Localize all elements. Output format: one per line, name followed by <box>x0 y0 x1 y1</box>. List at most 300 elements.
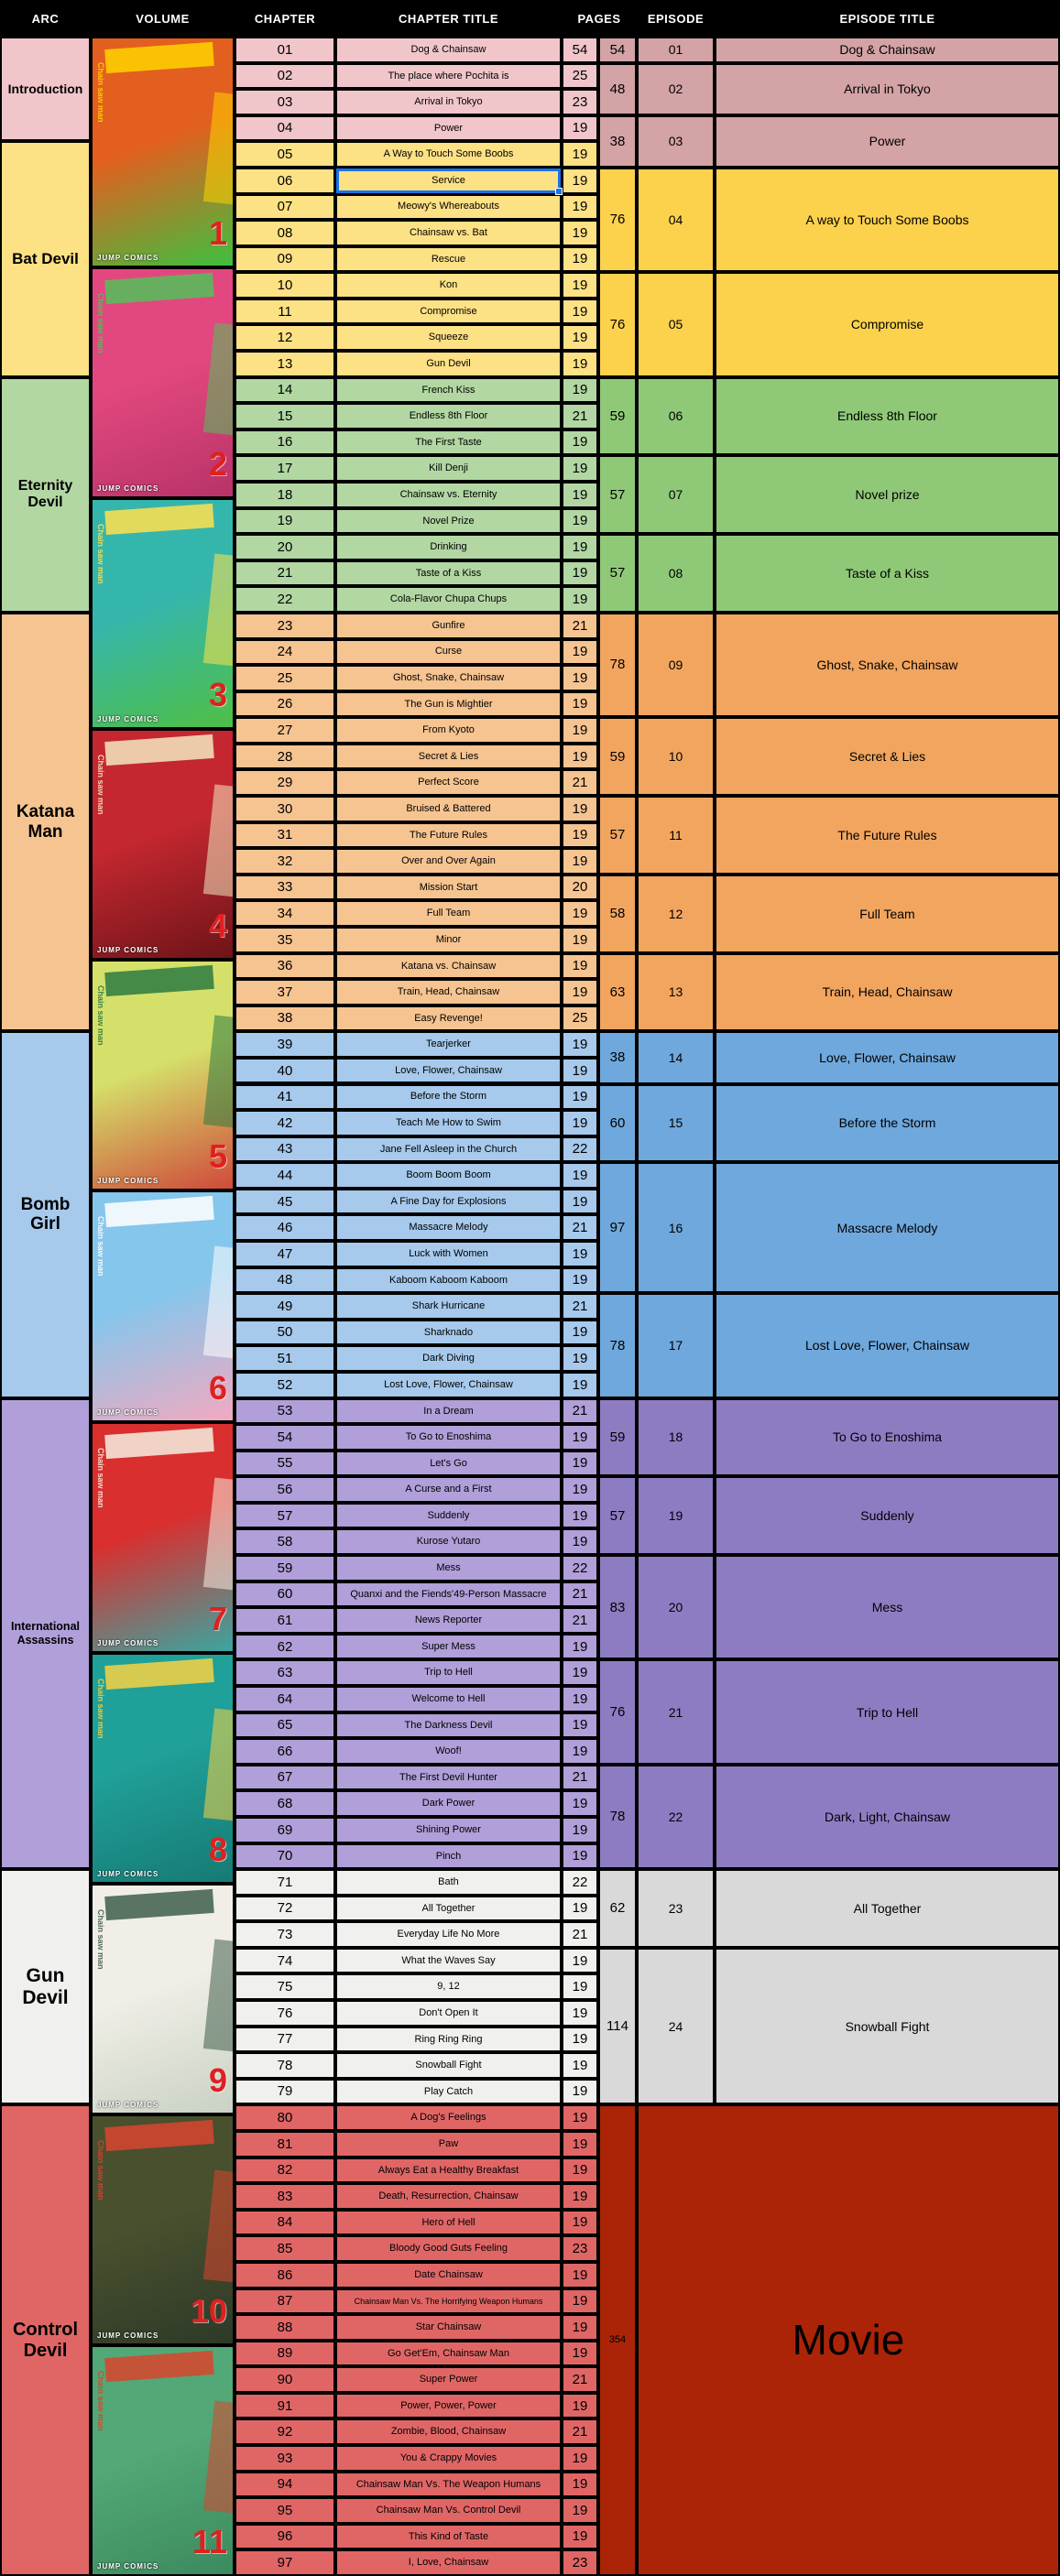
chapter-pages-cell[interactable]: 19 <box>563 1347 596 1370</box>
chapter-pages-cell[interactable]: 21 <box>563 2368 596 2391</box>
episode-title-cell[interactable]: Love, Flower, Chainsaw <box>716 1033 1058 1081</box>
chapter-pages-cell[interactable]: 19 <box>563 2159 596 2182</box>
chapter-number-cell[interactable]: 76 <box>236 2002 333 2025</box>
chapter-title-cell[interactable]: Trip to Hell <box>337 1661 560 1684</box>
chapter-title-cell[interactable]: Dark Diving <box>337 1347 560 1370</box>
chapter-number-cell[interactable]: 72 <box>236 1897 333 1920</box>
chapter-number-cell[interactable]: 01 <box>236 38 333 61</box>
episode-title-cell[interactable]: Before the Storm <box>716 1086 1058 1161</box>
chapter-pages-cell[interactable]: 22 <box>563 1138 596 1161</box>
chapter-title-cell[interactable]: The Darkness Devil <box>337 1714 560 1737</box>
chapter-number-cell[interactable]: 22 <box>236 588 333 611</box>
chapter-title-cell[interactable]: Drinking <box>337 536 560 559</box>
chapter-title-cell[interactable]: Love, Flower, Chainsaw <box>337 1060 560 1082</box>
chapter-title-cell[interactable]: Lost Love, Flower, Chainsaw <box>337 1374 560 1397</box>
chapter-pages-cell[interactable]: 19 <box>563 1478 596 1501</box>
chapter-pages-cell[interactable]: 19 <box>563 2526 596 2549</box>
chapter-pages-cell[interactable]: 19 <box>563 2133 596 2156</box>
chapter-number-cell[interactable]: 34 <box>236 902 333 925</box>
chapter-number-cell[interactable]: 10 <box>236 274 333 297</box>
chapter-pages-cell[interactable]: 19 <box>563 2054 596 2077</box>
chapter-title-cell[interactable]: Luck with Women <box>337 1243 560 1266</box>
chapter-number-cell[interactable]: 55 <box>236 1452 333 1475</box>
chapter-title-cell[interactable]: Let's Go <box>337 1452 560 1475</box>
chapter-number-cell[interactable]: 08 <box>236 222 333 245</box>
chapter-title-cell[interactable]: Mess <box>337 1557 560 1580</box>
episode-total-pages-cell[interactable]: 78 <box>600 1766 635 1867</box>
chapter-pages-cell[interactable]: 19 <box>563 2002 596 2025</box>
chapter-pages-cell[interactable]: 19 <box>563 1897 596 1920</box>
chapter-title-cell[interactable]: Gun Devil <box>337 353 560 375</box>
chapter-pages-cell[interactable]: 19 <box>563 2028 596 2051</box>
chapter-title-cell[interactable]: Train, Head, Chainsaw <box>337 981 560 1004</box>
episode-number-cell[interactable]: 08 <box>639 536 713 611</box>
chapter-title-cell[interactable]: Pinch <box>337 1845 560 1868</box>
chapter-title-cell[interactable]: Service <box>337 169 560 192</box>
chapter-title-cell[interactable]: Kurose Yutaro <box>337 1530 560 1553</box>
chapter-pages-cell[interactable]: 19 <box>563 798 596 821</box>
chapter-number-cell[interactable]: 23 <box>236 614 333 637</box>
chapter-pages-cell[interactable]: 19 <box>563 431 596 454</box>
episode-total-pages-cell[interactable]: 78 <box>600 1295 635 1396</box>
chapter-title-cell[interactable]: Super Power <box>337 2368 560 2391</box>
chapter-pages-cell[interactable]: 19 <box>563 2499 596 2522</box>
chapter-number-cell[interactable]: 52 <box>236 1374 333 1397</box>
chapter-number-cell[interactable]: 64 <box>236 1688 333 1711</box>
episode-title-cell[interactable]: To Go to Enoshima <box>716 1400 1058 1475</box>
episode-title-cell[interactable]: Snowball Fight <box>716 1950 1058 2103</box>
chapter-pages-cell[interactable]: 21 <box>563 1216 596 1239</box>
chapter-title-cell[interactable]: French Kiss <box>337 379 560 402</box>
chapter-title-cell[interactable]: Paw <box>337 2133 560 2156</box>
chapter-pages-cell[interactable]: 21 <box>563 1609 596 1632</box>
chapter-title-cell[interactable]: Perfect Score <box>337 771 560 794</box>
chapter-pages-cell[interactable]: 19 <box>563 326 596 349</box>
episode-title-cell[interactable]: Trip to Hell <box>716 1661 1058 1762</box>
chapter-title-cell[interactable]: A Way to Touch Some Boobs <box>337 143 560 166</box>
chapter-number-cell[interactable]: 63 <box>236 1661 333 1684</box>
chapter-title-cell[interactable]: Kill Denji <box>337 457 560 480</box>
chapter-number-cell[interactable]: 18 <box>236 484 333 506</box>
chapter-pages-cell[interactable]: 19 <box>563 1243 596 1266</box>
episode-total-pages-cell[interactable]: 38 <box>600 1033 635 1081</box>
chapter-pages-cell[interactable]: 19 <box>563 484 596 506</box>
chapter-number-cell[interactable]: 53 <box>236 1400 333 1423</box>
episode-total-pages-cell[interactable]: 59 <box>600 1400 635 1475</box>
chapter-pages-cell[interactable]: 21 <box>563 1400 596 1423</box>
chapter-number-cell[interactable]: 07 <box>236 196 333 219</box>
episode-number-cell[interactable]: 22 <box>639 1766 713 1867</box>
chapter-pages-cell[interactable]: 19 <box>563 1740 596 1763</box>
chapter-title-cell[interactable]: Bloody Good Guts Feeling <box>337 2237 560 2260</box>
chapter-title-cell[interactable]: The Future Rules <box>337 824 560 847</box>
episode-total-pages-cell[interactable]: 57 <box>600 798 635 873</box>
chapter-number-cell[interactable]: 61 <box>236 1609 333 1632</box>
chapter-title-cell[interactable]: Everyday Life No More <box>337 1923 560 1946</box>
arc-cell-bat-devil[interactable]: Bat Devil <box>2 143 89 375</box>
chapter-title-cell[interactable]: Suddenly <box>337 1505 560 1527</box>
chapter-pages-cell[interactable]: 21 <box>563 2420 596 2443</box>
chapter-title-cell[interactable]: Hero of Hell <box>337 2212 560 2234</box>
chapter-pages-cell[interactable]: 19 <box>563 2395 596 2418</box>
chapter-title-cell[interactable]: Full Team <box>337 902 560 925</box>
chapter-title-cell[interactable]: Woof! <box>337 1740 560 1763</box>
episode-total-pages-cell[interactable]: 57 <box>600 536 635 611</box>
chapter-title-cell[interactable]: Massacre Melody <box>337 1216 560 1239</box>
episode-title-cell[interactable]: Massacre Melody <box>716 1164 1058 1291</box>
episode-number-cell[interactable]: 11 <box>639 798 713 873</box>
chapter-number-cell[interactable]: 79 <box>236 2081 333 2103</box>
chapter-pages-cell[interactable]: 19 <box>563 2185 596 2208</box>
chapter-pages-cell[interactable]: 19 <box>563 981 596 1004</box>
chapter-number-cell[interactable]: 62 <box>236 1636 333 1658</box>
chapter-number-cell[interactable]: 66 <box>236 1740 333 1763</box>
chapter-title-cell[interactable]: Chainsaw Man Vs. The Weapon Humans <box>337 2473 560 2496</box>
chapter-pages-cell[interactable]: 20 <box>563 876 596 899</box>
chapter-title-cell[interactable]: Shining Power <box>337 1819 560 1842</box>
chapter-pages-cell[interactable]: 19 <box>563 1060 596 1082</box>
episode-number-cell[interactable]: 21 <box>639 1661 713 1762</box>
chapter-title-cell[interactable]: Mission Start <box>337 876 560 899</box>
movie-cell[interactable]: Movie <box>639 2106 1058 2574</box>
chapter-number-cell[interactable]: 70 <box>236 1845 333 1868</box>
chapter-title-cell[interactable]: Squeeze <box>337 326 560 349</box>
episode-total-pages-cell[interactable]: 78 <box>600 614 635 715</box>
chapter-title-cell[interactable]: Easy Revenge! <box>337 1007 560 1030</box>
chapter-pages-cell[interactable]: 19 <box>563 850 596 873</box>
episode-total-pages-cell[interactable]: 76 <box>600 274 635 375</box>
chapter-number-cell[interactable]: 30 <box>236 798 333 821</box>
chapter-number-cell[interactable]: 42 <box>236 1112 333 1135</box>
chapter-pages-cell[interactable]: 19 <box>563 2081 596 2103</box>
chapter-number-cell[interactable]: 56 <box>236 1478 333 1501</box>
chapter-pages-cell[interactable]: 19 <box>563 1086 596 1109</box>
chapter-number-cell[interactable]: 96 <box>236 2526 333 2549</box>
episode-total-pages-cell[interactable]: 54 <box>600 38 635 61</box>
chapter-pages-cell[interactable]: 19 <box>563 588 596 611</box>
episode-title-cell[interactable]: Taste of a Kiss <box>716 536 1058 611</box>
chapter-pages-cell[interactable]: 19 <box>563 667 596 690</box>
chapter-pages-cell[interactable]: 19 <box>563 719 596 742</box>
chapter-title-cell[interactable]: Zombie, Blood, Chainsaw <box>337 2420 560 2443</box>
chapter-pages-cell[interactable]: 19 <box>563 2212 596 2234</box>
chapter-number-cell[interactable]: 45 <box>236 1190 333 1213</box>
chapter-pages-cell[interactable]: 19 <box>563 1426 596 1449</box>
chapter-title-cell[interactable]: Compromise <box>337 300 560 323</box>
chapter-title-cell[interactable]: Don't Open It <box>337 2002 560 2025</box>
chapter-number-cell[interactable]: 78 <box>236 2054 333 2077</box>
chapter-number-cell[interactable]: 80 <box>236 2106 333 2129</box>
chapter-pages-cell[interactable]: 23 <box>563 91 596 114</box>
chapter-title-cell[interactable]: Play Catch <box>337 2081 560 2103</box>
chapter-number-cell[interactable]: 25 <box>236 667 333 690</box>
chapter-title-cell[interactable]: Secret & Lies <box>337 745 560 768</box>
chapter-title-cell[interactable]: I, Love, Chainsaw <box>337 2551 560 2574</box>
chapter-title-cell[interactable]: Rescue <box>337 248 560 271</box>
chapter-pages-cell[interactable]: 19 <box>563 196 596 219</box>
episode-total-pages-cell[interactable]: 38 <box>600 117 635 166</box>
episode-total-pages-cell[interactable]: 76 <box>600 169 635 270</box>
arc-cell-international-assassins[interactable]: International Assassins <box>2 1400 89 1868</box>
episode-title-cell[interactable]: The Future Rules <box>716 798 1058 873</box>
episode-number-cell[interactable]: 02 <box>639 65 713 114</box>
chapter-number-cell[interactable]: 82 <box>236 2159 333 2182</box>
arc-cell-bomb-girl[interactable]: Bomb Girl <box>2 1033 89 1396</box>
episode-number-cell[interactable]: 18 <box>639 1400 713 1475</box>
chapter-number-cell[interactable]: 27 <box>236 719 333 742</box>
episode-number-cell[interactable]: 16 <box>639 1164 713 1291</box>
chapter-pages-cell[interactable]: 19 <box>563 1164 596 1187</box>
chapter-title-cell[interactable]: Chainsaw Man Vs. The Horrifying Weapon Humans <box>337 2290 560 2313</box>
chapter-pages-cell[interactable]: 19 <box>563 300 596 323</box>
episode-number-cell[interactable]: 17 <box>639 1295 713 1396</box>
chapter-pages-cell[interactable]: 19 <box>563 2473 596 2496</box>
episode-number-cell[interactable]: 07 <box>639 457 713 532</box>
chapter-pages-cell[interactable]: 19 <box>563 1661 596 1684</box>
chapter-title-cell[interactable]: Novel Prize <box>337 510 560 533</box>
chapter-pages-cell[interactable]: 19 <box>563 1374 596 1397</box>
chapter-pages-cell[interactable]: 19 <box>563 902 596 925</box>
chapter-title-cell[interactable]: In a Dream <box>337 1400 560 1423</box>
chapter-pages-cell[interactable]: 22 <box>563 1557 596 1580</box>
chapter-pages-cell[interactable]: 19 <box>563 1819 596 1842</box>
chapter-pages-cell[interactable]: 19 <box>563 1714 596 1737</box>
chapter-pages-cell[interactable]: 19 <box>563 1950 596 1973</box>
episode-number-cell[interactable]: 13 <box>639 955 713 1030</box>
episode-number-cell[interactable]: 23 <box>639 1871 713 1946</box>
chapter-pages-cell[interactable]: 21 <box>563 1295 596 1318</box>
chapter-pages-cell[interactable]: 19 <box>563 1321 596 1344</box>
chapter-title-cell[interactable]: Always Eat a Healthy Breakfast <box>337 2159 560 2182</box>
chapter-title-cell[interactable]: Cola-Flavor Chupa Chups <box>337 588 560 611</box>
chapter-number-cell[interactable]: 04 <box>236 117 333 140</box>
episode-number-cell[interactable]: 14 <box>639 1033 713 1081</box>
chapter-pages-cell[interactable]: 19 <box>563 2106 596 2129</box>
chapter-title-cell[interactable]: Endless 8th Floor <box>337 405 560 428</box>
chapter-title-cell[interactable]: Chainsaw vs. Bat <box>337 222 560 245</box>
episode-title-cell[interactable]: Arrival in Tokyo <box>716 65 1058 114</box>
chapter-pages-cell[interactable]: 25 <box>563 65 596 88</box>
chapter-pages-cell[interactable]: 19 <box>563 510 596 533</box>
chapter-number-cell[interactable]: 17 <box>236 457 333 480</box>
chapter-pages-cell[interactable]: 19 <box>563 274 596 297</box>
chapter-number-cell[interactable]: 44 <box>236 1164 333 1187</box>
chapter-number-cell[interactable]: 91 <box>236 2395 333 2418</box>
episode-number-cell[interactable]: 05 <box>639 274 713 375</box>
chapter-number-cell[interactable]: 40 <box>236 1060 333 1082</box>
chapter-pages-cell[interactable]: 25 <box>563 1007 596 1030</box>
chapter-pages-cell[interactable]: 19 <box>563 1452 596 1475</box>
chapter-number-cell[interactable]: 13 <box>236 353 333 375</box>
chapter-title-cell[interactable]: Kaboom Kaboom Kaboom <box>337 1269 560 1292</box>
episode-title-cell[interactable]: Novel prize <box>716 457 1058 532</box>
chapter-number-cell[interactable]: 43 <box>236 1138 333 1161</box>
chapter-number-cell[interactable]: 47 <box>236 1243 333 1266</box>
chapter-pages-cell[interactable]: 19 <box>563 745 596 768</box>
chapter-title-cell[interactable]: Kon <box>337 274 560 297</box>
chapter-pages-cell[interactable]: 19 <box>563 117 596 140</box>
chapter-pages-cell[interactable]: 22 <box>563 1871 596 1894</box>
chapter-number-cell[interactable]: 06 <box>236 169 333 192</box>
chapter-title-cell[interactable]: Super Mess <box>337 1636 560 1658</box>
chapter-title-cell[interactable]: Katana vs. Chainsaw <box>337 955 560 978</box>
chapter-number-cell[interactable]: 15 <box>236 405 333 428</box>
chapter-number-cell[interactable]: 41 <box>236 1086 333 1109</box>
chapter-number-cell[interactable]: 90 <box>236 2368 333 2391</box>
chapter-number-cell[interactable]: 86 <box>236 2264 333 2287</box>
chapter-title-cell[interactable]: 9, 12 <box>337 1975 560 1998</box>
episode-title-cell[interactable]: Power <box>716 117 1058 166</box>
chapter-title-cell[interactable]: Bruised & Battered <box>337 798 560 821</box>
episode-number-cell[interactable]: 20 <box>639 1557 713 1658</box>
episode-title-cell[interactable]: Train, Head, Chainsaw <box>716 955 1058 1030</box>
chapter-pages-cell[interactable]: 21 <box>563 1766 596 1789</box>
chapter-pages-cell[interactable]: 23 <box>563 2551 596 2574</box>
chapter-pages-cell[interactable]: 54 <box>563 38 596 61</box>
episode-number-cell[interactable]: 12 <box>639 876 713 951</box>
arc-cell-katana-man[interactable]: Katana Man <box>2 614 89 1029</box>
chapter-pages-cell[interactable]: 19 <box>563 536 596 559</box>
chapter-number-cell[interactable]: 46 <box>236 1216 333 1239</box>
episode-title-cell[interactable]: All Together <box>716 1871 1058 1946</box>
chapter-pages-cell[interactable]: 21 <box>563 405 596 428</box>
chapter-pages-cell[interactable]: 19 <box>563 2342 596 2365</box>
chapter-title-cell[interactable]: Minor <box>337 929 560 951</box>
chapter-pages-cell[interactable]: 19 <box>563 1975 596 1998</box>
arc-cell-gun-devil[interactable]: Gun Devil <box>2 1871 89 2103</box>
chapter-number-cell[interactable]: 95 <box>236 2499 333 2522</box>
chapter-number-cell[interactable]: 81 <box>236 2133 333 2156</box>
chapter-number-cell[interactable]: 93 <box>236 2447 333 2470</box>
chapter-title-cell[interactable]: Star Chainsaw <box>337 2316 560 2339</box>
chapter-title-cell[interactable]: Chainsaw Man Vs. Control Devil <box>337 2499 560 2522</box>
chapter-number-cell[interactable]: 03 <box>236 91 333 114</box>
chapter-number-cell[interactable]: 02 <box>236 65 333 88</box>
chapter-title-cell[interactable]: From Kyoto <box>337 719 560 742</box>
chapter-number-cell[interactable]: 05 <box>236 143 333 166</box>
chapter-number-cell[interactable]: 97 <box>236 2551 333 2574</box>
chapter-title-cell[interactable]: News Reporter <box>337 1609 560 1632</box>
episode-total-pages-cell[interactable]: 60 <box>600 1086 635 1161</box>
chapter-pages-cell[interactable]: 19 <box>563 143 596 166</box>
chapter-pages-cell[interactable]: 19 <box>563 2290 596 2313</box>
episode-number-cell[interactable]: 10 <box>639 719 713 794</box>
chapter-number-cell[interactable]: 16 <box>236 431 333 454</box>
chapter-pages-cell[interactable]: 23 <box>563 2237 596 2260</box>
chapter-pages-cell[interactable]: 19 <box>563 457 596 480</box>
episode-title-cell[interactable]: A way to Touch Some Boobs <box>716 169 1058 270</box>
chapter-title-cell[interactable]: All Together <box>337 1897 560 1920</box>
episode-total-pages-cell[interactable]: 62 <box>600 1871 635 1946</box>
chapter-number-cell[interactable]: 51 <box>236 1347 333 1370</box>
chapter-pages-cell[interactable]: 19 <box>563 2447 596 2470</box>
chapter-title-cell[interactable]: Before the Storm <box>337 1086 560 1109</box>
chapter-title-cell[interactable]: Curse <box>337 641 560 664</box>
chapter-title-cell[interactable]: Jane Fell Asleep in the Church <box>337 1138 560 1161</box>
chapter-pages-cell[interactable]: 19 <box>563 1505 596 1527</box>
chapter-pages-cell[interactable]: 19 <box>563 353 596 375</box>
chapter-title-cell[interactable]: Chainsaw vs. Eternity <box>337 484 560 506</box>
chapter-title-cell[interactable]: Death, Resurrection, Chainsaw <box>337 2185 560 2208</box>
chapter-pages-cell[interactable]: 19 <box>563 1530 596 1553</box>
episode-total-pages-cell[interactable]: 59 <box>600 379 635 454</box>
chapter-pages-cell[interactable]: 19 <box>563 824 596 847</box>
chapter-number-cell[interactable]: 54 <box>236 1426 333 1449</box>
chapter-number-cell[interactable]: 14 <box>236 379 333 402</box>
chapter-number-cell[interactable]: 85 <box>236 2237 333 2260</box>
chapter-pages-cell[interactable]: 19 <box>563 1636 596 1658</box>
chapter-number-cell[interactable]: 75 <box>236 1975 333 1998</box>
chapter-number-cell[interactable]: 24 <box>236 641 333 664</box>
chapter-pages-cell[interactable]: 19 <box>563 1112 596 1135</box>
chapter-pages-cell[interactable]: 19 <box>563 379 596 402</box>
fill-handle[interactable] <box>555 188 563 195</box>
chapter-pages-cell[interactable]: 19 <box>563 2264 596 2287</box>
chapter-pages-cell[interactable]: 19 <box>563 1688 596 1711</box>
chapter-number-cell[interactable]: 88 <box>236 2316 333 2339</box>
arc-cell-control-devil[interactable]: Control Devil <box>2 2106 89 2574</box>
chapter-title-cell[interactable]: Tearjerker <box>337 1033 560 1056</box>
chapter-number-cell[interactable]: 48 <box>236 1269 333 1292</box>
chapter-title-cell[interactable]: Dog & Chainsaw <box>337 38 560 61</box>
chapter-number-cell[interactable]: 67 <box>236 1766 333 1789</box>
chapter-title-cell[interactable]: Teach Me How to Swim <box>337 1112 560 1135</box>
chapter-pages-cell[interactable]: 19 <box>563 248 596 271</box>
chapter-number-cell[interactable]: 92 <box>236 2420 333 2443</box>
chapter-pages-cell[interactable]: 21 <box>563 1583 596 1606</box>
chapter-number-cell[interactable]: 58 <box>236 1530 333 1553</box>
chapter-title-cell[interactable]: Snowball Fight <box>337 2054 560 2077</box>
arc-cell-eternity-devil[interactable]: Eternity Devil <box>2 379 89 611</box>
chapter-number-cell[interactable]: 38 <box>236 1007 333 1030</box>
chapter-title-cell[interactable]: Quanxi and the Fiends'49-Person Massacre <box>337 1583 560 1606</box>
chapter-pages-cell[interactable]: 19 <box>563 1845 596 1868</box>
chapter-title-cell[interactable]: Date Chainsaw <box>337 2264 560 2287</box>
chapter-title-cell[interactable]: The First Devil Hunter <box>337 1766 560 1789</box>
chapter-number-cell[interactable]: 68 <box>236 1792 333 1815</box>
chapter-number-cell[interactable]: 21 <box>236 562 333 585</box>
chapter-title-cell[interactable]: Dark Power <box>337 1792 560 1815</box>
chapter-number-cell[interactable]: 36 <box>236 955 333 978</box>
chapter-pages-cell[interactable]: 19 <box>563 1190 596 1213</box>
chapter-number-cell[interactable]: 69 <box>236 1819 333 1842</box>
chapter-number-cell[interactable]: 37 <box>236 981 333 1004</box>
chapter-number-cell[interactable]: 35 <box>236 929 333 951</box>
episode-total-pages-cell[interactable]: 48 <box>600 65 635 114</box>
episode-title-cell[interactable]: Full Team <box>716 876 1058 951</box>
episode-title-cell[interactable]: Endless 8th Floor <box>716 379 1058 454</box>
chapter-title-cell[interactable]: Boom Boom Boom <box>337 1164 560 1187</box>
episode-total-pages-cell[interactable]: 57 <box>600 457 635 532</box>
chapter-pages-cell[interactable]: 19 <box>563 2316 596 2339</box>
episode-total-pages-cell[interactable]: 76 <box>600 1661 635 1762</box>
chapter-title-cell[interactable]: Ghost, Snake, Chainsaw <box>337 667 560 690</box>
chapter-title-cell[interactable]: A Curse and a First <box>337 1478 560 1501</box>
chapter-pages-cell[interactable]: 21 <box>563 771 596 794</box>
chapter-number-cell[interactable]: 19 <box>236 510 333 533</box>
chapter-title-cell[interactable]: Over and Over Again <box>337 850 560 873</box>
episode-total-pages-cell[interactable]: 57 <box>600 1478 635 1553</box>
chapter-number-cell[interactable]: 09 <box>236 248 333 271</box>
episode-title-cell[interactable]: Ghost, Snake, Chainsaw <box>716 614 1058 715</box>
chapter-number-cell[interactable]: 65 <box>236 1714 333 1737</box>
chapter-title-cell[interactable]: Arrival in Tokyo <box>337 91 560 114</box>
chapter-pages-cell[interactable]: 19 <box>563 222 596 245</box>
chapter-title-cell[interactable]: Welcome to Hell <box>337 1688 560 1711</box>
episode-number-cell[interactable]: 15 <box>639 1086 713 1161</box>
chapter-title-cell[interactable]: A Fine Day for Explosions <box>337 1190 560 1213</box>
chapter-number-cell[interactable]: 71 <box>236 1871 333 1894</box>
